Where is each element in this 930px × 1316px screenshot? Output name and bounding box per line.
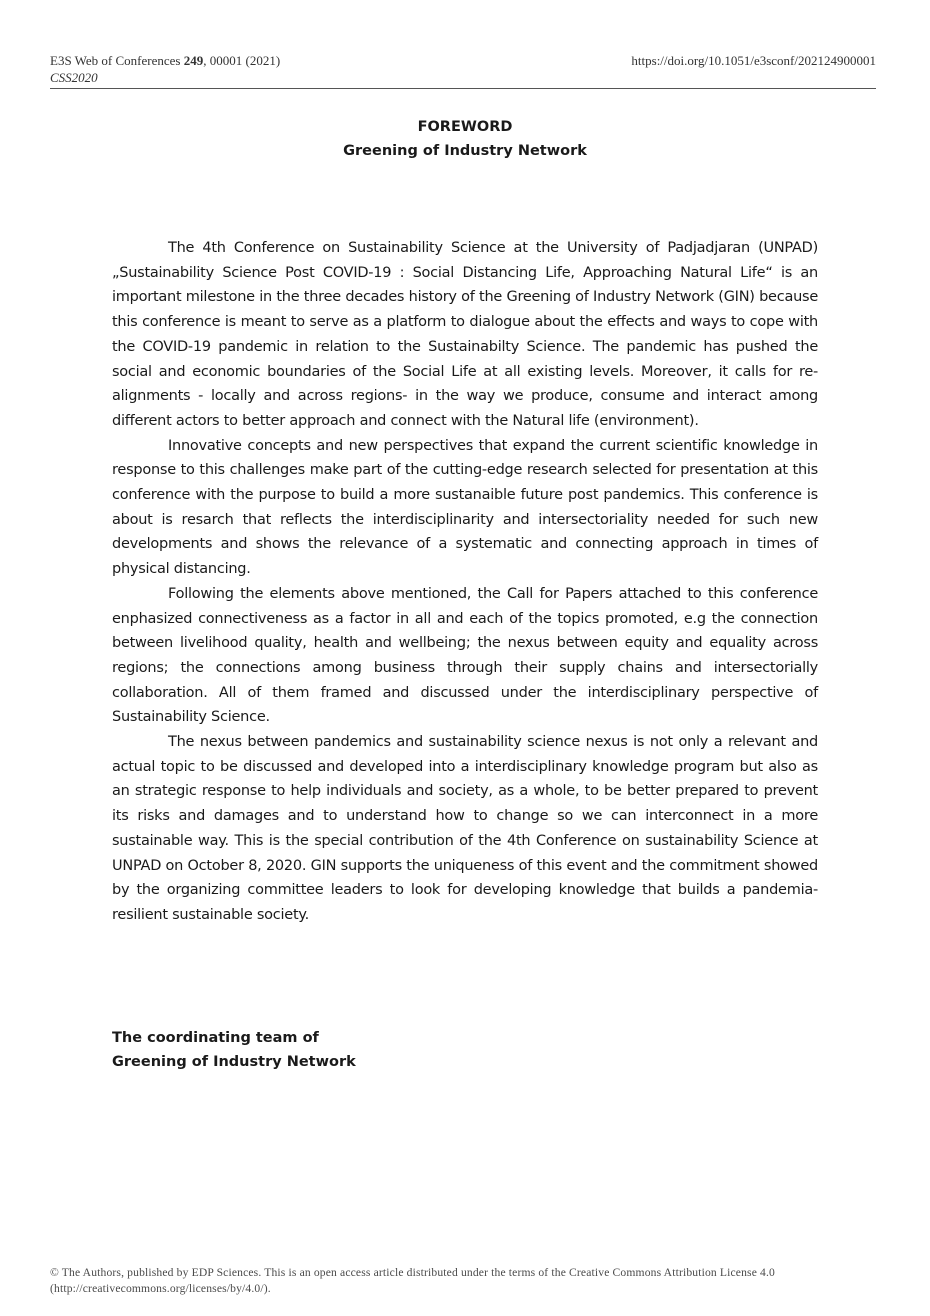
signature-line: Greening of Industry Network: [112, 1054, 356, 1070]
paragraph: The nexus between pandemics and sustainability science nexus is not only a relevant and actual topic to be discussed and developed into a interdisciplinary knowledge program but also as an strategic response to help individuals and society, as a whole, to be better prepared to prevent its risks and damages and to understand how to change so we can interconnect in a more sustainable way. This is the special contribution of the 4th Conference on sustainability Science at UNPAD on October 8, 2020. GIN supports the uniqueness of this event and the commitment showed by the organizing committee leaders to look for developing knowledge that builds a pandemia-resilient sustainable society.: [112, 734, 818, 923]
journal-citation: [50, 52, 280, 69]
foreword-body: [112, 236, 818, 928]
page-title: FOREWORD: [417, 119, 513, 135]
journal-article-number: , 00001 (2021): [203, 53, 281, 68]
doi-link[interactable]: https://doi.org/10.1051/e3sconf/202124900001: [631, 53, 876, 68]
conference-name: CSS2020: [50, 70, 98, 85]
journal-volume: 249: [183, 53, 204, 68]
header-divider: [50, 88, 876, 89]
license-text: © The Authors, published by EDP Sciences. This is an open access article distributed under the terms of the Creative Commons Attribution License 4.0: [50, 1266, 775, 1279]
signature-line: The coordinating team of: [112, 1030, 319, 1046]
paragraph: The 4th Conference on Sustainability Science at the University of Padjadjaran (UNPAD) „Sustainability Science Post COVID-19 : Social Distancing Life, Approaching Natural Life“ is an important milestone in the three decades history of the Greening of Industry Network (GIN) because this conference is meant to serve as a platform to dialogue about the effects and ways to cope with the COVID-19 pandemic in relation to the Sustainabilty Science. The pandemic has pushed the social and economic boundaries of the Social Life at all existing levels. Moreover, it calls for re-alignments - locally and across regions- in the way we produce, consume and interact among different actors to better approach and connect with the Natural life (environment).: [112, 240, 818, 429]
signature-block: [112, 1026, 356, 1074]
journal-name: E3S Web of Conferences: [50, 53, 184, 68]
paragraph: Innovative concepts and new perspectives that expand the current scientific knowledge in response to this challenges make part of the cutting-edge research selected for presentation at this conference with the purpose to build a more sustanaible future post pandemics. This conference is about is resarch that reflects the interdisciplinarity and intersectoriality needed for such new developments and shows the relevance of a systematic and connecting approach in times of physical distancing.: [112, 437, 818, 578]
page-subtitle: Greening of Industry Network: [343, 143, 587, 159]
title-block: [0, 115, 930, 163]
license-footer: [50, 1265, 876, 1297]
license-url[interactable]: (http://creativecommons.org/licenses/by/4.0/).: [50, 1282, 271, 1295]
paragraph: Following the elements above mentioned, the Call for Papers attached to this conference enphasized connectiveness as a factor in all and each of the topics promoted, e.g the connection between livelihood quality, health and wellbeing; the nexus between equity and equality across regions; the connections among business through their supply chains and intersectorially collaboration. All of them framed and discussed under the interdisciplinary perspective of Sustainability Science.: [112, 585, 818, 726]
